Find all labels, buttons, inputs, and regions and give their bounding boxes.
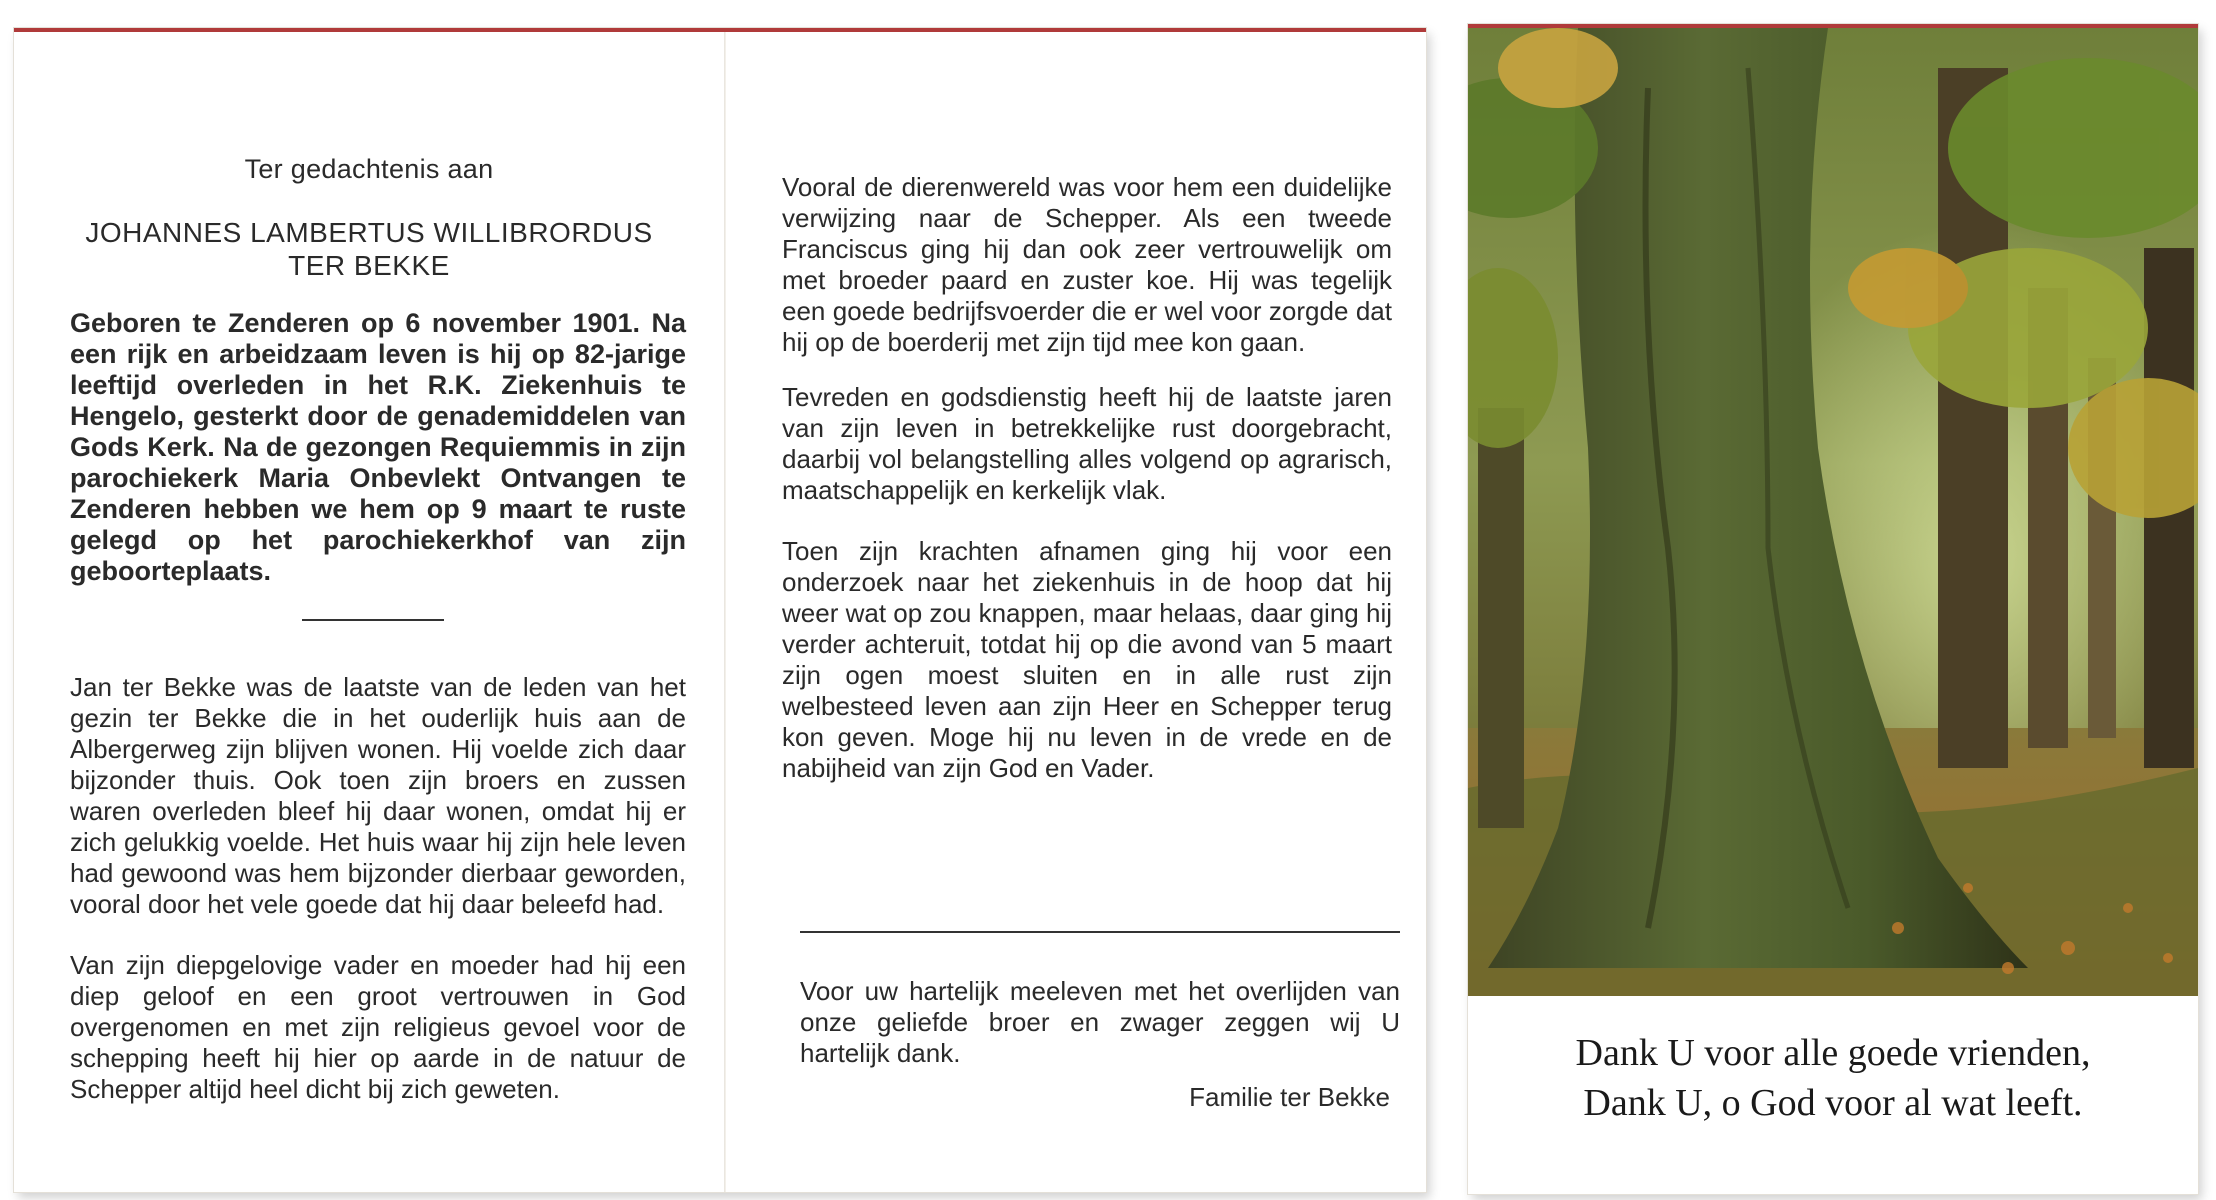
intro-line: Ter gedachtenis aan <box>244 154 494 184</box>
verse-text <box>1468 1028 2198 1128</box>
deceased-name <box>14 216 724 282</box>
memorial-card-inside <box>14 28 1426 1192</box>
left-page <box>14 32 724 1192</box>
body-paragraph-3: Vooral de dierenwereld was voor hem een duidelijke verwijzing naar de Schepper. Als een tweede Franciscus ging hij dan ook zeer vertrouwelijk om met broeder paard en zuster koe. Hij was tegelijk een goede bedrijfsvoerder die er wel voor zorgde dat hij op de boerderij met zijn tijd mee kon gaan. <box>782 172 1392 357</box>
name-line-1: JOHANNES LAMBERTUS WILLIBRORDUS <box>85 217 653 248</box>
verse-line-1: Dank U voor alle goede vrienden, <box>1575 1032 2091 1074</box>
body-paragraph-5: Toen zijn krachten afnamen ging hij voor een onderzoek naar het ziekenhuis in de hoop dat hij weer wat op zou knappen, maar helaas, daar ging hij verder achteruit, totdat hij op die avond van 5 maart zijn ogen moest sluiten en in alle rust zijn welbesteed leven aan zijn Heer en Schepper terug kon geven. Moge hij nu leven in de vrede en de nabijheid van zijn God en Vader. <box>782 536 1392 783</box>
forest-tree-illustration <box>1468 28 2198 996</box>
verse-line-2: Dank U, o God voor al wat leeft. <box>1583 1082 2083 1124</box>
long-divider <box>800 931 1400 933</box>
family-signoff: Familie ter Bekke <box>1189 1082 1390 1112</box>
bio-paragraph: Geboren te Zenderen op 6 november 1901. Na een rijk en arbeidzaam leven is hij op 82-jarige leeftijd overleden in het R.K. Ziekenhuis te Hengelo, gesterkt door de genademiddelen van Gods Kerk. Na de gezongen Requiemmis in zijn parochiekerk Maria Onbevlekt Ontvangen te Zenderen hebben we hem op 9 maart te ruste gelegd op het parochiekerkhof van zijn geboorteplaats. <box>70 308 686 586</box>
forest-photo <box>1468 28 2198 996</box>
name-line-2: TER BEKKE <box>288 250 450 281</box>
short-divider <box>302 619 444 621</box>
memorial-card-front <box>1468 24 2198 1194</box>
right-page <box>726 32 1426 1192</box>
body-paragraph-2: Van zijn diepgelovige vader en moeder had hij een diep geloof en een groot vertrouwen in God overgenomen en met zijn religieus gevoel voor de schepping heeft hij hier op aarde in de natuur de Schepper altijd heel dicht bij zich geweten. <box>70 950 686 1104</box>
body-paragraph-4: Tevreden en godsdienstig heeft hij de laatste jaren van zijn leven in betrekkelijke rust doorgebracht, daarbij vol belangstelling alles volgend op agrarisch, maatschappelijk en kerkelijk vlak. <box>782 382 1392 505</box>
thanks-paragraph: Voor uw hartelijk meeleven met het overlijden van onze geliefde broer en zwager zeggen wij U hartelijk dank. <box>800 976 1400 1068</box>
body-paragraph-1: Jan ter Bekke was de laatste van de leden van het gezin ter Bekke die in het ouderlijk huis aan de Albergerweg zijn blijven wonen. Hij voelde zich daar bijzonder thuis. Ook toen zijn broers en zussen waren overleden bleef hij daar wonen, omdat hij er zich gelukkig voelde. Het huis waar hij zijn hele leven had gewoond was hem bijzonder dierbaar geworden, vooral door het vele goede dat hij daar beleefd had. <box>70 672 686 919</box>
